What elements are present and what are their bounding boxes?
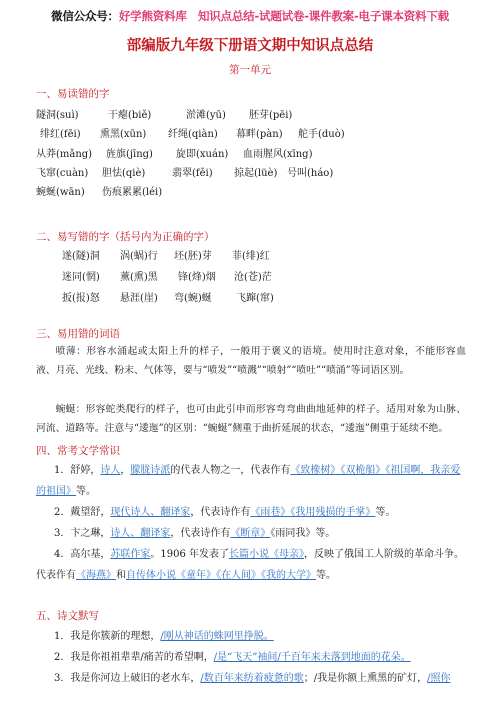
word-item: 隧洞(suì) (36, 110, 79, 121)
highlight-link: 苏联作家 (110, 549, 151, 560)
item-text: 。1906 年发表了 (150, 549, 230, 560)
word-row (36, 164, 476, 180)
section-heading-5: 五、诗文默写 (36, 610, 99, 622)
poem-item (54, 648, 411, 663)
word-item: 翡翠(fěi) (172, 168, 213, 179)
highlight-link: /是“飞天”袖间/千百年来未落到地面的花朵。 (213, 652, 411, 663)
item-text: ，代表诗作有 (170, 528, 231, 539)
word-item: 幕畔(pàn) (236, 129, 283, 140)
item-text: 1．我是你簇新的理想， (54, 631, 161, 642)
word-item: 飞窜(cuàn) (36, 168, 89, 179)
word-item: 薰(熏)黑 (120, 272, 158, 283)
word-item: 迷同(惘) (62, 272, 100, 283)
item-text: 等。 (316, 570, 336, 581)
word-item: 胚芽(pēi) (249, 110, 293, 121)
unit-heading: 第一单元 (229, 64, 271, 76)
highlight-link: /照你 (427, 673, 451, 684)
word-row (36, 125, 476, 141)
word-row (36, 247, 476, 263)
section-heading-3: 三、易用错的词语 (36, 328, 120, 340)
item-text: ，反映了俄国工人阶级的革命斗争。 (304, 549, 465, 560)
word-item: 坯(胚)芽 (174, 251, 212, 262)
word-item: 旌旗(jīng) (106, 149, 153, 160)
highlight-link: 《致橡树》《双桅船》《祖国啊，我亲爱 (290, 465, 461, 476)
word-item: 旋即(xuán) (176, 149, 229, 160)
word-item: 从莽(mǎng) (36, 149, 93, 160)
literature-item-continued (36, 482, 96, 497)
banner-lead: 微信公众号： (51, 9, 119, 23)
item-text: ；/我是你额上熏黑的矿灯， (303, 673, 428, 684)
highlight-link: /刚从神话的蛛网里挣脱。 (160, 631, 274, 642)
highlight-link: 《海燕》 (76, 570, 116, 581)
highlight-link: 长篇小说《母亲》 (229, 549, 305, 560)
poem-item (54, 627, 274, 642)
item-text: 2．我是你祖祖辈辈/痛苦的希望啊， (54, 652, 214, 663)
banner-highlight: 好学熊资料库 知识点总结-试题试卷-课件教案-电子课本资料下载 (118, 9, 449, 23)
literature-item (54, 461, 460, 476)
word-item: 飞蹿(窜) (236, 293, 274, 304)
word-item: 蜿蜒(wān) (36, 187, 85, 198)
word-item: 舵手(duò) (298, 129, 345, 140)
word-row (36, 106, 476, 122)
word-item: 号叫(háo) (287, 168, 334, 179)
word-row (36, 145, 476, 161)
word-item: 干瘪(biě) (108, 110, 152, 121)
literature-item-continued (36, 566, 336, 581)
section-heading-1: 一、易读错的字 (36, 88, 110, 100)
literature-item (54, 545, 464, 560)
word-row (36, 183, 476, 199)
word-item: 伤痕累累(léi) (102, 187, 163, 198)
item-text: 的代表人物之一，代表作有 (170, 465, 291, 476)
word-item: 沧(苍)茫 (234, 272, 272, 283)
highlight-link: 诗人、翻译家 (110, 528, 171, 539)
definition-paragraph: 喷薄：形容水涌起或太阳上升的样子，一般用于褒义的语境。使用时注意对象，不能形容血液、月亮、光线、粉末、气体等，要与“喷发”“喷溅”“喷射”“喷吐”“喷涌”等词语区别。 (36, 346, 466, 376)
item-text: 3．我是你河边上破旧的老水车， (54, 673, 201, 684)
word-item: 遂(隧)洞 (62, 251, 100, 262)
poem-item (54, 669, 451, 684)
word-item: 熏黑(xūn) (100, 129, 147, 140)
section-heading-2: 二、易写错的字（括号内为正确的字） (36, 231, 215, 243)
word-item: 纤绳(qiàn) (168, 129, 218, 140)
highlight-link: 《断章》 (230, 528, 271, 539)
word-row (36, 289, 476, 305)
item-text: 《雨同我》等。 (270, 528, 336, 539)
word-item: 胆怯(qiè) (102, 168, 146, 179)
highlight-link: 自传体小说《童年》《在人间》《我的大学》 (126, 570, 316, 581)
literature-item (54, 503, 395, 518)
item-number: 2．戴望舒， (54, 507, 111, 518)
word-item: 掠起(lüè) (234, 168, 278, 179)
highlight-link: /数百年来纺着疲惫的歌 (200, 673, 304, 684)
word-item: 绯红(fēi) (40, 129, 81, 140)
section-heading-4: 四、常考文学常识 (36, 445, 120, 457)
word-item: 悬涯(崖) (120, 293, 158, 304)
word-item: 菲(绯)红 (232, 251, 270, 262)
definition-paragraph: 蜿蜒：形容蛇类爬行的样子，也可由此引申而形容弯弯曲曲地延伸的样子。适用对象为山脉、河流、道路等。注意与“逶迤”的区别：“蜿蜒”侧重于曲折延展的状态，“逶迤”侧重于延续不绝。 (36, 404, 466, 434)
item-text: 等。 (76, 486, 96, 497)
highlight-link: 《雨巷》《我用残损的手掌》 (250, 507, 376, 518)
word-item: 涡(蜗)行 (120, 251, 158, 262)
header-banner (0, 8, 500, 24)
word-item: 弯(蜿)蜒 (174, 293, 212, 304)
highlight-link: 的祖国》 (36, 486, 76, 497)
item-number: 3．卞之琳， (54, 528, 111, 539)
highlight-link: 朦胧诗派 (130, 465, 171, 476)
word-row (36, 268, 476, 284)
page-title: 部编版九年级下册语文期中知识点总结 (126, 38, 374, 54)
word-item: 淤滩(yū) (186, 110, 226, 121)
highlight-link: 现代诗人、翻译家 (110, 507, 191, 518)
item-number: 1．舒婷， (54, 465, 101, 476)
word-item: 血雨腥风(xīng) (243, 149, 313, 160)
literature-item (54, 524, 335, 539)
item-text: 和 (116, 570, 126, 581)
highlight-link: 诗人 (100, 465, 121, 476)
item-text: 代表作有 (36, 570, 76, 581)
word-item: 扳(报)怒 (62, 293, 100, 304)
item-text: ，代表诗作有 (190, 507, 251, 518)
item-text: ， (120, 465, 131, 476)
item-text: 等。 (375, 507, 396, 518)
item-number: 4．高尔基， (54, 549, 111, 560)
word-item: 锋(烽)烟 (178, 272, 216, 283)
